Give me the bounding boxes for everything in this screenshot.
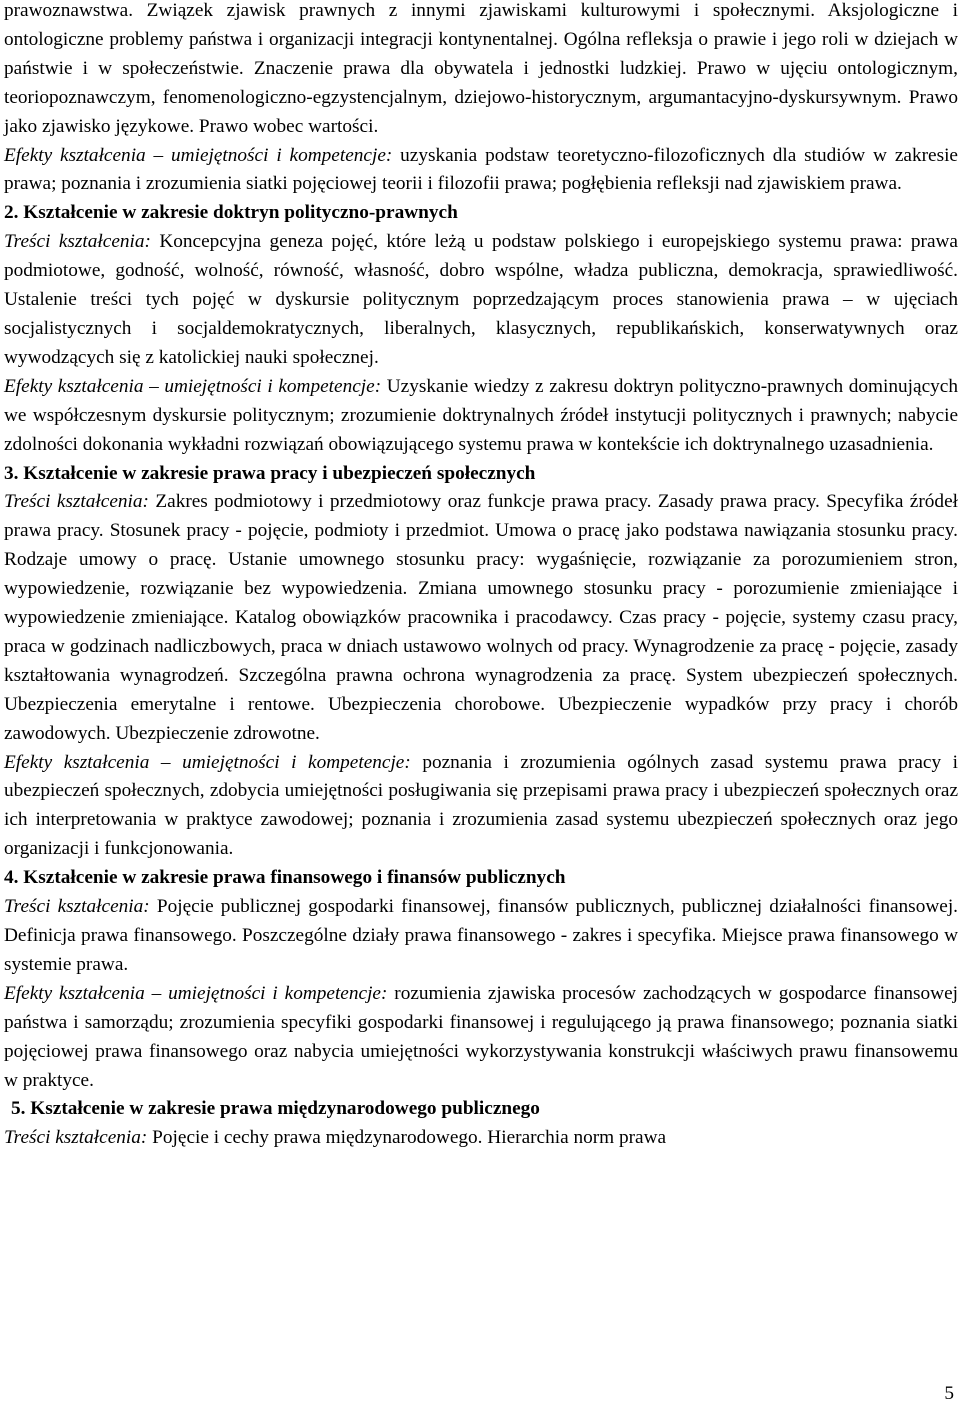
content-label: Treści kształcenia: [4, 896, 150, 918]
section-3-effects [4, 749, 958, 865]
document-page [4, 0, 958, 1153]
intro-text: prawoznawstwa. Związek zjawisk prawnych z innymi zjawiskami kulturowymi i społecznymi. Aksjologiczne i ontologiczne problemy państwa i organizacji integracji kontynentalnej. Ogólna refleksja o prawie i jego roli w dziejach w państwie i w społeczeństwie. Znaczenie prawa dla obywatela i jednostki ludzkiej. Prawo w ujęciu ontologicznym, teoriopoznawczym, fenomenologiczno-egzystencjalnym, dziejowo-historycznym, argumantacyjno-dyskursywnym. Prawo jako zjawisko językowe. Prawo wobec wartości. [4, 0, 958, 137]
effects-label: Efekty kształcenia – umiejętności i kompetencje: [4, 982, 388, 1004]
section-4-content [4, 893, 958, 980]
content-label: Treści kształcenia: [4, 231, 151, 253]
section-3-content [4, 488, 958, 748]
content-text: Pojęcie i cechy prawa międzynarodowego. Hierarchia norm prawa [147, 1127, 667, 1149]
intro-paragraph [4, 0, 958, 142]
content-text: Koncepcyjna geneza pojęć, które leżą u podstaw polskiego i europejskiego systemu prawa: prawa podmiotowe, godność, wolność, równość, własność, dobro wspólne, władza publiczna, demokracja, sprawiedliwość. Ustalenie treści tych pojęć w dyskursie politycznym poprzedzającym proces stanowienia prawa – w ujęciach socjalistycznych i socjaldemokratycznych, liberalnych, klasycznych, republikańskich, konserwatywnych oraz wywodzących się z katolickiej nauki społecznej. [4, 231, 958, 368]
content-text: Zakres podmiotowy i przedmiotowy oraz funkcje prawa pracy. Zasady prawa pracy. Specyfika źródeł prawa pracy. Stosunek pracy - pojęcie, podmioty i przedmiot. Umowa o pracę jako podstawa nawiązania stosunku pracy. Rodzaje umowy o pracę. Ustanie umownego stosunku pracy: wygaśnięcie, rozwiązanie za porozumieniem stron, wypowiedzenie, rozwiązanie bez wypowiedzenia. Zmiana umownego stosunku pracy - porozumienie zmieniające i wypowiedzenie zmieniające. Katalog obowiązków pracownika i pracodawcy. Czas pracy - pojęcie, systemy czasu pracy, praca w godzinach nadliczbowych, praca w dniach ustawowo wolnych od pracy. Wynagrodzenie za pracę - pojęcie, zasady kształtowania wynagrodzeń. Szczególna prawna ochrona wynagrodzenia za pracę. System ubezpieczeń społecznych. Ubezpieczenia emerytalne i rentowe. Ubezpieczenia chorobowe. Ubezpieczenie wypadków przy pracy i chorób zawodowych. Ubezpieczenie zdrowotne. [4, 491, 958, 744]
section-2-heading: 2. Kształcenie w zakresie doktryn polityczno-prawnych [4, 202, 458, 224]
section-5-heading: 5. Kształcenie w zakresie prawa międzynarodowego publicznego [11, 1098, 540, 1120]
intro-effects-paragraph [4, 142, 958, 200]
page-number: 5 [944, 1383, 954, 1404]
section-4-heading: 4. Kształcenie w zakresie prawa finansowego i finansów publicznych [4, 867, 566, 889]
effects-label: Efekty kształcenia – umiejętności i kompetencje: [4, 144, 393, 166]
effects-text: rozumienia zjawiska procesów zachodzących w gospodarce finansowej państwa i samorządu; zrozumienia specyfiki gospodarki finansowej i regulującego ją prawa finansowego; poznania siatki pojęciowej prawa finansowego oraz nabycia umiejętności wykorzystywania konstrukcji właściwych prawu finansowemu w praktyce. [4, 982, 958, 1091]
section-5-content [4, 1124, 958, 1153]
section-2-effects [4, 373, 958, 460]
section-4-effects [4, 980, 958, 1096]
content-label: Treści kształcenia: [4, 1127, 148, 1149]
section-3-heading: 3. Kształcenie w zakresie prawa pracy i ubezpieczeń społecznych [4, 462, 536, 484]
effects-text: uzyskania podstaw teoretyczno-filozoficznych dla studiów w zakresie prawa; poznania i zrozumienia siatki pojęciowej teorii i filozofii prawa; pogłębienia refleksji nad zjawiskiem prawa. [4, 144, 958, 195]
section-2-content [4, 228, 958, 373]
effects-label: Efekty kształcenia – umiejętności i kompetencje: [4, 375, 382, 397]
effects-text: Uzyskanie wiedzy z zakresu doktryn polityczno-prawnych dominujących we współczesnym dyskursie politycznym; zrozumienie doktrynalnych źródeł instytucji politycznych i prawnych; nabycie zdolności dokonania wykładni rozwiązań obowiązującego systemu prawa w kontekście ich doktrynalnego uzasadnienia. [4, 375, 958, 455]
content-label: Treści kształcenia: [4, 491, 149, 513]
content-text: Pojęcie publicznej gospodarki finansowej, finansów publicznych, publicznej działalności finansowej. Definicja prawa finansowego. Poszczególne działy prawa finansowego - zakres i specyfika. Miejsce prawa finansowego w systemie prawa. [4, 896, 958, 975]
effects-label: Efekty kształcenia – umiejętności i kompetencje: [4, 751, 411, 773]
effects-text: poznania i zrozumienia ogólnych zasad systemu prawa pracy i ubezpieczeń społecznych, zdobycia umiejętności posługiwania się przepisami prawa pracy i ubezpieczeń społecznych oraz ich interpretowania w praktyce zawodowej; poznania i zrozumienia zasad systemu ubezpieczeń społecznych oraz jego organizacji i funkcjonowania. [4, 751, 958, 860]
